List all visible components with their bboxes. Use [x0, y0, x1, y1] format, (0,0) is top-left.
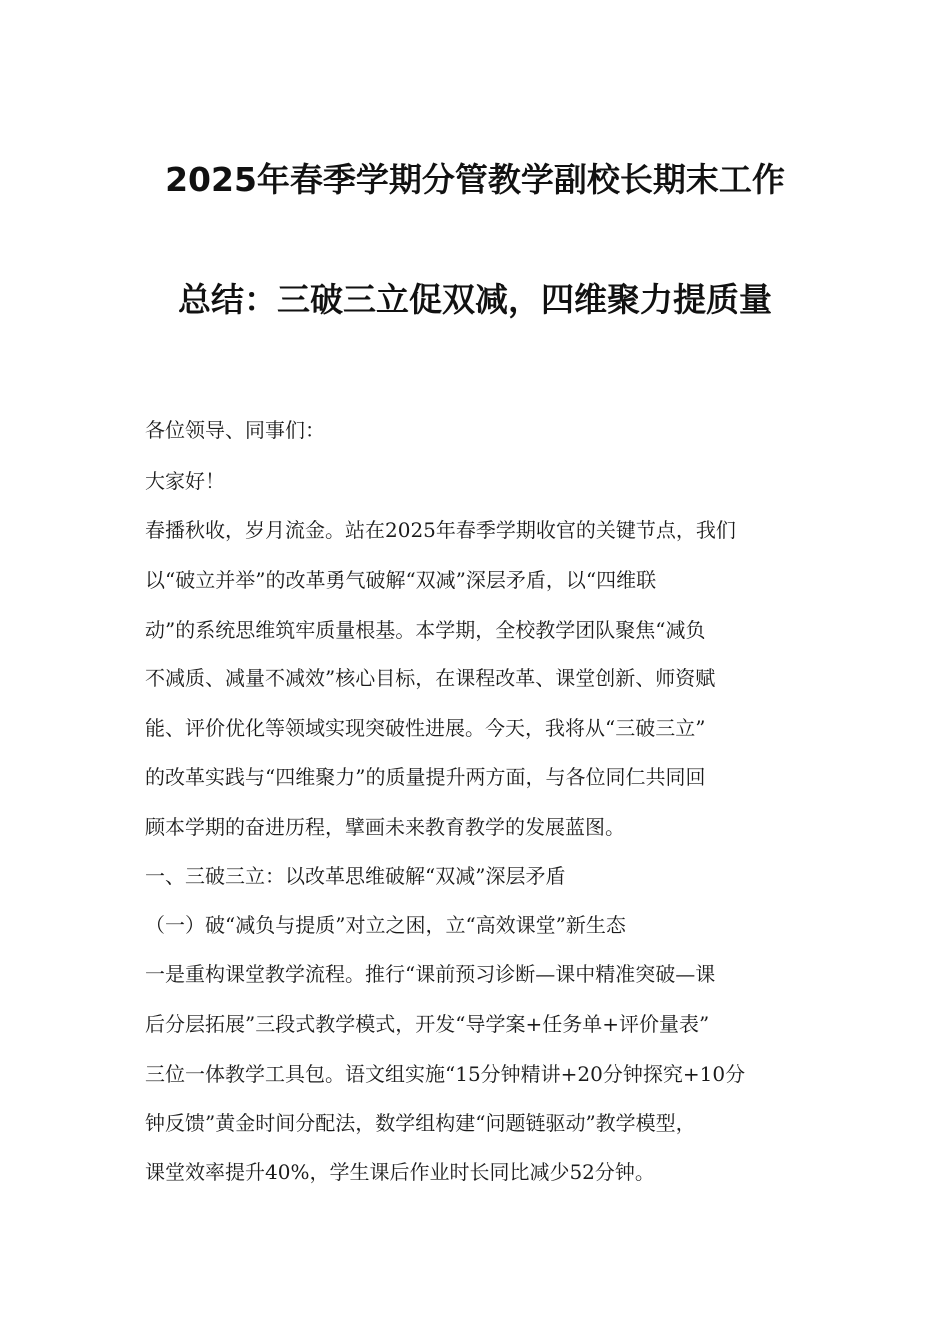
paragraph-line: 不减质、减量不减效”核心目标，在课程改革、课堂创新、师资赋	[145, 666, 716, 690]
paragraph-line: 一是重构课堂教学流程。推行“课前预习诊断—课中精准突破—课	[145, 962, 716, 986]
paragraph-line: 以“破立并举”的改革勇气破解“双减”深层矛盾，以“四维联	[145, 568, 657, 592]
document-title-line-2: 总结：三破三立促双减，四维聚力提质量	[178, 280, 772, 319]
document-title-line-1: 2025年春季学期分管教学副校长期末工作	[165, 160, 785, 199]
subsection-heading: （一）破“减负与提质”对立之困，立“高效课堂”新生态	[145, 913, 626, 937]
paragraph-line: 的改革实践与“四维聚力”的质量提升两方面，与各位同仁共同回	[145, 765, 706, 789]
paragraph-line: 三位一体教学工具包。语文组实施“15分钟精讲+20分钟探究+10分	[145, 1062, 746, 1086]
section-heading: 一、三破三立：以改革思维破解“双减”深层矛盾	[145, 864, 566, 888]
paragraph-line: 课堂效率提升40%，学生课后作业时长同比减少52分钟。	[145, 1160, 655, 1184]
paragraph-line: 动”的系统思维筑牢质量根基。本学期，全校教学团队聚焦“减负	[145, 618, 706, 642]
salutation: 各位领导、同事们：	[145, 418, 325, 442]
greeting: 大家好！	[145, 469, 225, 493]
paragraph-line: 后分层拓展”三段式教学模式，开发“导学案+任务单+评价量表”	[145, 1012, 710, 1036]
paragraph-line: 春播秋收，岁月流金。站在2025年春季学期收官的关键节点，我们	[145, 518, 736, 542]
paragraph-line: 能、评价优化等领域实现突破性进展。今天，我将从“三破三立”	[145, 716, 706, 740]
paragraph-line: 钟反馈”黄金时间分配法，数学组构建“问题链驱动”教学模型，	[145, 1111, 696, 1135]
paragraph-line: 顾本学期的奋进历程，擘画未来教育教学的发展蓝图。	[145, 815, 625, 839]
